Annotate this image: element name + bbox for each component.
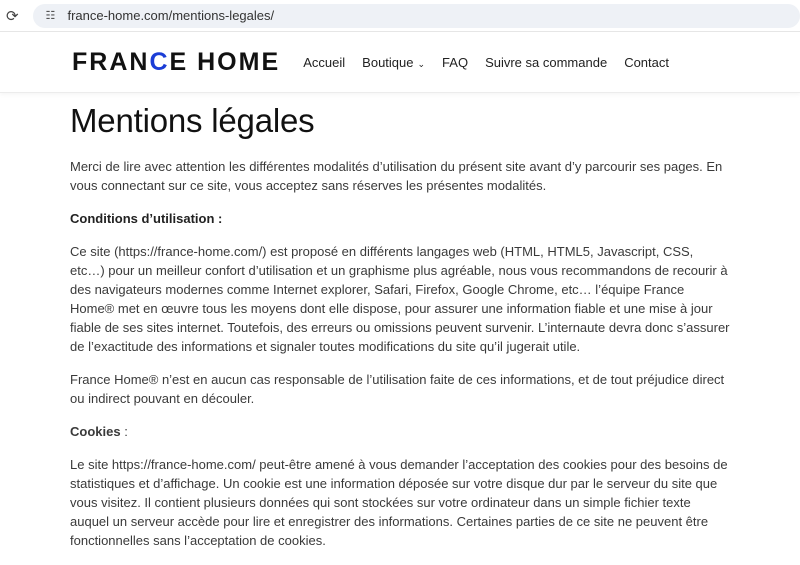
nav-boutique[interactable] — [362, 55, 425, 70]
reload-icon[interactable]: ⟳ — [6, 7, 19, 25]
cookies-heading: Cookies — [70, 424, 121, 439]
url-text[interactable]: france-home.com/mentions-legales/ — [67, 8, 275, 23]
browser-toolbar — [0, 0, 800, 32]
nav-accueil[interactable]: Accueil — [303, 54, 346, 70]
main-content — [0, 102, 730, 550]
cookies-paragraph: Le site https://france-home.com/ peut-être amené à vous demander l’acceptation des cookies pour des besoins de statistiques et d’affichage. Un cookie est une information déposée sur votre disque dur par le serveur du site que vous visitez. Il contient plusieurs données qui sont stockées sur votre ordinateur dans un simple fichier texte auquel un serveur accède pour lire et enregistrer des informations. Certaines parties de ce site ne peuvent être fonctionnelles sans l’acceptation de cookies. — [70, 457, 728, 548]
chevron-down-icon: ⌄ — [417, 58, 426, 69]
cookies-heading-line — [70, 422, 730, 441]
conditions-heading: Conditions d’utilisation : — [70, 211, 223, 226]
nav-boutique-label: Boutique — [362, 54, 414, 70]
site-settings-icon[interactable]: ☷ — [45, 10, 56, 22]
logo[interactable] — [72, 48, 280, 77]
nav-faq[interactable]: FAQ — [442, 54, 469, 70]
responsibility-paragraph: France Home® n’est en aucun cas responsable de l’utilisation faite de ces informations, et de tout préjudice direct ou indirect pouvant en découler. — [70, 372, 725, 406]
site-header — [0, 32, 800, 93]
logo-text-right: E HOME — [169, 47, 281, 76]
logo-accent-letter: C — [149, 47, 170, 76]
nav-suivre-commande[interactable]: Suivre sa commande — [485, 54, 608, 70]
main-nav — [303, 55, 669, 70]
conditions-paragraph: Ce site (https://france-home.com/) est proposé en différents langages web (HTML, HTML5, Javascript, CSS, etc…) pour un meilleur confort d’utilisation et un graphisme plus agréable, nous vous recommandons de recourir à des navigateurs modernes comme Internet explorer, Safari, Firefox, Google Chrome, etc… l’équipe France Home® met en œuvre tous les moyens dont elle dispose, pour assurer une information fiable et une mise à jour fiable de ses sites internet. Toutefois, des erreurs ou omissions peuvent survenir. L’internaute devra donc s’assurer de l’exactitude des informations et signaler toutes modifications du site qu’il jugerait utile. — [70, 244, 730, 354]
address-bar[interactable] — [33, 4, 800, 28]
cookies-heading-colon: : — [120, 424, 128, 439]
logo-text-left: FRAN — [72, 47, 150, 76]
intro-paragraph: Merci de lire avec attention les différentes modalités d’utilisation du présent site avant d’y parcourir ses pages. En vous connectant sur ce site, vous acceptez sans réserves les présentes modalités. — [70, 159, 723, 193]
nav-contact[interactable]: Contact — [624, 54, 669, 70]
page-title: Mentions légales — [70, 102, 315, 139]
